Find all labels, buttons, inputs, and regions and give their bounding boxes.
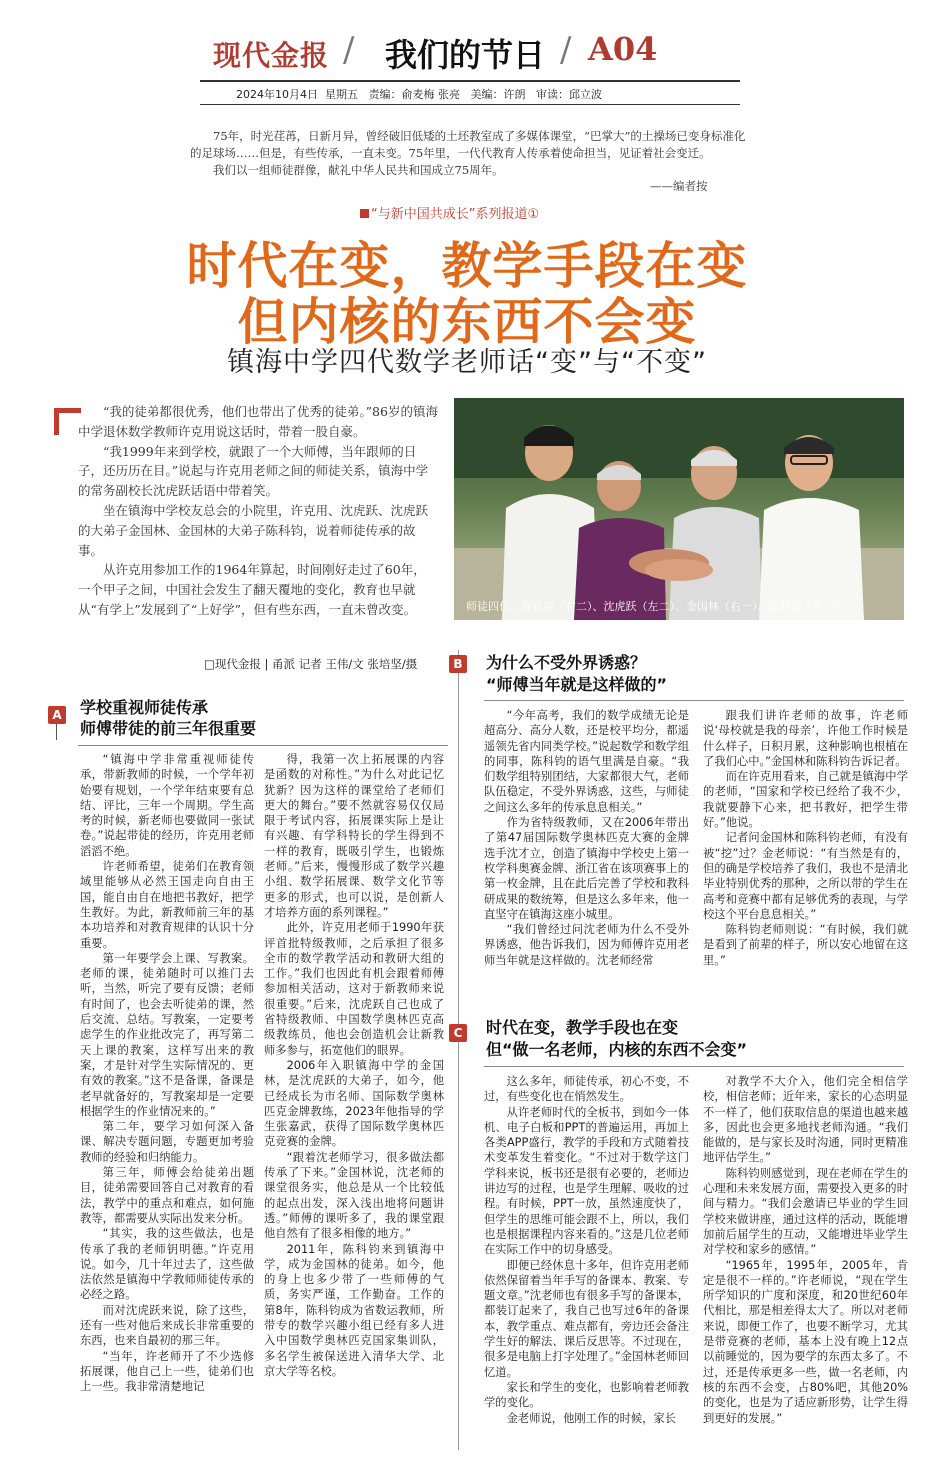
body-paragraph: “今年高考，我们的数学成绩无论是超高分、高分人数，还是校平均分，都遥遥领先省内同类学校。”说起数学和数学组的同事，陈科钧的语气里满是自豪。“我们数学组特别团结，大家都很大气，老师队伍稳定，不受外界诱惑，这些，与师徒之间这么多年的传承息息相关。” — [484, 709, 689, 814]
lead-text — [78, 402, 438, 620]
body-paragraph: 从许老师时代的全板书，到如今一体机、电子白板和PPT的普遍运用，再加上各类APP盛行，教学的手段和方式随着技术变革发生着变化。“不过对于数学这门学科来说，板书还是很有必要的，老师边讲边写的过程，也是学生理解、吸收的过程。有时候，PPT一放，虽然速度快了，但学生的思维可能会跟不上，所以，我们也是根据课程内容来看的。”这是几位老师在实际工作中的切身感受。 — [484, 1105, 689, 1257]
body-paragraph: “镇海中学非常重视师徒传承，带新教师的时候，一个学年初始要有规划，一个学年结束要有总结、评比，三年一个周期。学生高考的时候，新老师也要做同一张试卷。”说起带徒的经历，许克用老师滔滔不绝。 — [80, 753, 254, 858]
body-paragraph: 这么多年，师徒传承，初心不变，不过，有些变化也在悄然发生。 — [484, 1075, 689, 1104]
masthead-divider-2: / — [560, 30, 572, 70]
body-paragraph: 第二年，要学习如何深入备课、解决专题问题，专题更加考验教师的经验和归纳能力。 — [80, 1120, 254, 1164]
section-c-badge: C — [449, 1024, 467, 1042]
section-c-column-2 — [703, 1074, 908, 1426]
body-paragraph: 金老师说，他刚工作的时候，家长 — [506, 1411, 677, 1425]
group-photo — [454, 398, 904, 620]
body-paragraph: “跟着沈老师学习，很多做法都传承了下来。”金国林说，沈老师的课堂很务实，他总是从一个比较低的起点出发，深入浅出地将问题讲透。”师傅的课听多了，我的课堂跟他自然有了很多相像的地方。” — [264, 1150, 444, 1241]
section-b-badge: B — [449, 655, 467, 673]
series-tag — [360, 203, 539, 222]
editor-note-paragraph: 我们以一组师徒群像，献礼中华人民共和国成立75周年。 — [213, 163, 504, 177]
masthead-divider: / — [343, 30, 355, 70]
editor-note-paragraph: 75年，时光荏苒，日新月异，曾经破旧低矮的土坯教室成了多媒体课堂，“巴掌大”的土操场已变身标准化的足球场……但是，有些传承，一直未变。75年里，一代代教育人传承着使命担当，见证着社会变迁。 — [190, 129, 746, 160]
body-paragraph: 得，我第一次上拓展课的内容是函数的对称性。”为什么对此记忆犹新？因为这样的课堂给了老师们更大的舞台。”要不然就容易仅仅局限于考试内容，拓展课实际上是让有兴趣、有学科特长的学生得到不一样的教育，既吸引学生，也锻炼老师。”后来，慢慢形成了数学兴趣小组、数学拓展课、数学文化节等更多的形式，也可以说，是创新人才培养方面的系列课程。” — [264, 753, 444, 919]
section-b-column-2 — [703, 708, 908, 968]
body-paragraph: 家长和学生的变化，也影响着老师教学的变化。 — [484, 1380, 689, 1410]
headline-line-1: 时代在变，教学手段在变 — [186, 237, 748, 295]
body-paragraph: 陈科钧老师则说：“有时候，我们就是看到了前辈的样子，所以安心地留在这里。” — [703, 923, 908, 967]
section-c-title-1: 时代在变，教学手段也在变 — [486, 1018, 679, 1037]
body-paragraph: “1965年，1995年，2005年，肯定是很不一样的。”许老师说，“现在学生所学知识的广度和深度，和20世纪60年代相比，那是相差得太大了。所以对老师来说，即便工作了，也要不断学习，尤其是带竞赛的老师，基本上没有晚上12点以前睡觉的，因为要学的东西太多了。不过，还是传承更多一些，做一名老师，内核的东西不会变，占80%吧，其他20%的变化，也是为了适应新形势，让学生得到更好的发展。” — [703, 1258, 908, 1425]
body-paragraph: “我们曾经过问沈老师为什么不受外界诱惑，他告诉我们，因为师傅许克用老师当年就是这样做的。沈老师经常 — [484, 923, 689, 967]
byline: □现代金报 | 甬派 记者 王伟/文 张培坚/摄 — [204, 657, 418, 671]
square-icon — [360, 209, 369, 218]
body-paragraph: 跟我们讲许老师的故事，许老师说‘母校就是我的母亲’，许他工作时候是什么样子，日积月累，这种影响也根植在了我们心中。”金国林和陈科钧告诉记者。 — [703, 709, 908, 768]
lead-paragraph: 从许克用参加工作的1964年算起，时间刚好走过了60年，一个甲子之间，中国社会发生了翻天覆地的变化，教育也早就从“有学上”发展到了“上好学”，但有些东西，一直未曾改变。 — [78, 562, 426, 617]
body-paragraph: 2006年入职镇海中学的金国林，是沈虎跃的大弟子，如今，他已经成长为市名师、国际数学奥林匹克金牌教练，2023年他指导的学生张嘉武，获得了国际数学奥林匹克竞赛的金牌。 — [264, 1058, 444, 1149]
section-a-title-1: 学校重视师徒传承 — [80, 698, 209, 717]
page-number: A04 — [588, 30, 658, 68]
body-paragraph: 此外，许克用老师于1990年获评首批特级教师，之后承担了很多全市的数学教学活动和教研大组的工作。”我们也因此有机会跟着师傅参加相关活动，这对于新教师来说很重要。”后来，沈虎跃自己也成了省特级教师、中国数学奥林匹克高级教练员，他也会创造机会让新教师多参与，拓宽他们的眼界。 — [264, 921, 444, 1057]
section-a-badge-line — [56, 724, 57, 740]
body-paragraph: 而对沈虎跃来说，除了这些，还有一些对他后来成长非常重要的东西，也来自最初的那三年。 — [80, 1303, 254, 1348]
section-c-column-1 — [484, 1074, 689, 1426]
section-a-badge: A — [48, 706, 66, 724]
lead-paragraph: 坐在镇海中学校友总会的小院里，许克用、沈虎跃、沈虎跃的大弟子金国林、金国林的大弟子陈科钧，说着师徒传承的故事。 — [78, 502, 429, 558]
editor-note — [190, 128, 750, 179]
section-b-title-2: “师傅当年就是这样做的” — [486, 675, 668, 694]
section-a-rule — [78, 745, 448, 746]
lead-paragraph: “我的徒弟都很优秀，他们也带出了优秀的徒弟。”86岁的镇海中学退休数学教师许克用说这话时，带着一股自豪。 — [78, 404, 438, 439]
body-paragraph: 而在许克用看来，自己就是镇海中学的老师，“国家和学校已经给了我不少，我就要静下心来，把书教好，把学生带好。”他说。 — [703, 770, 908, 830]
section-b-rule — [484, 700, 904, 701]
editor-note-sign: ——编者按 — [650, 179, 708, 193]
subheadline: 镇海中学四代数学老师话“变”与“不变” — [227, 347, 707, 378]
section-a-column-1 — [80, 752, 254, 1394]
section-b-title-1: 为什么不受外界诱惑？ — [486, 653, 647, 672]
section-a-column-2 — [264, 752, 444, 1379]
body-paragraph: 记者问金国林和陈科钧老师，有没有被“挖”过？金老师说：“有当然是有的，但的确是学校培养了我们，我也不是清北毕业特别优秀的那种，之所以带的学生在高考和竞赛中都有足够优秀的表现，与学校这个平台息息相关。” — [703, 831, 908, 921]
masthead-rule — [200, 80, 740, 82]
group-photo-illustration — [454, 398, 904, 620]
section-c-rule — [484, 1066, 904, 1067]
body-paragraph: 2011年，陈科钧来到镇海中学，成为金国林的徒弟。如今，他的身上也多少带了一些师傅的气质，务实严谨，工作勤奋。工作的第8年，陈科钧成为省数运教师，所带专的数学兴趣小组已经有多人进入中国数学奥林匹克国家集训队，多名学生被保送进入清华大学、北京大学等名校。 — [264, 1242, 444, 1378]
section-c-title-2: 但“做一名老师，内核的东西不会变” — [486, 1040, 748, 1059]
body-paragraph: 陈科钧则感觉到，现在老师在学生的心理和未来发展方面，需要投入更多的时间与精力。“我们会邀请已毕业的学生回学校来做讲座，通过这样的活动，既能增加前后届学生的互动，又能增进毕业学生对学校和家乡的感情。” — [703, 1166, 908, 1257]
section-b-column-1 — [484, 708, 689, 968]
body-paragraph: 作为省特级教师，又在2006年带出了第47届国际数学奥林匹克大赛的金牌选手沈才立，创造了镇海中学校史上第一枚学科奥赛金牌、浙江省在该项赛事上的第一枚金牌，且在此后完善了学校和教科研成果的数统筹，但是这么多年来，他一直坚守在镇海这座小城里。 — [484, 816, 689, 921]
body-paragraph: 许老师希望，徒弟们在教育领域里能够从必然王国走向自由王国，能自由自在地把书教好，把学生教好。为此，新教师前三年的基本功培养和对教育规律的认识十分重要。 — [80, 860, 254, 950]
body-paragraph: 第三年，师傅会给徒弟出题目，徒弟需要回答自己对教育的看法，教学中的重点和难点，如何施教等，都需要从实际出发来分析。 — [80, 1166, 254, 1225]
body-paragraph: “当年，许老师开了不少选修拓展课，他自己上一些，徒弟们也上一些。我非常清楚地记 — [80, 1349, 254, 1394]
section-a-title-2: 师傅带徒的前三年很重要 — [80, 719, 257, 738]
section-title: 我们的节日 — [385, 36, 546, 74]
paper-name: 现代金报 — [213, 39, 330, 72]
headline-line-2: 但内核的东西不会变 — [237, 293, 697, 351]
body-paragraph: “其实，我的这些做法，也是传承了我的老师钥明德。”许克用说。如今，几十年过去了，这些做法依然是镇海中学教师师徒传承的必经之路。 — [80, 1227, 254, 1302]
photo-caption: 师徒四代，许克用（右二）、沈虎跃（左二）、金国林（右一）、陈科钧（左一）。 — [466, 600, 851, 613]
body-paragraph: 对教学不大介入，他们完全相信学校，相信老师；近年来，家长的心态明显不一样了，他们获取信息的渠道也越来越多，因此也会更多地找老师沟通。“我们能做的，是与家长及时沟通，同时更精准地评估学生。” — [703, 1075, 908, 1165]
series-tag-text: “与新中国共成长”系列报道① — [371, 207, 540, 222]
body-paragraph: 即便已经休息十多年，但许克用老师依然保留着当年手写的备课本、教案、专题文章。”沈老师也有很多手写的备课本，都装订起来了，我自己也写过6年的备课本，教学重点、难点都有，旁边还会备注学生好的解法、课后反思等。不过现在，很多是电脑上打字处理了。”金国林老师回忆道。 — [484, 1258, 689, 1379]
dateline: 2024年10月4日 星期五 责编：俞麦梅 张亮 美编：许朗 审读：邱立波 — [236, 88, 602, 101]
column-divider — [458, 650, 459, 1450]
quote-corner-mark — [54, 408, 81, 435]
person-second — [574, 461, 666, 620]
lead-paragraph: “我1999年来到学校，就跟了一个大师傅，当年跟师的日子，还历历在目。”说起与许克用老师之间的师徒关系，镇海中学的常务副校长沈虎跃话语中带着笑。 — [78, 443, 429, 499]
body-paragraph: 第一年要学会上课、写教案。老师的课，徒弟随时可以推门去听，当然，听完了要有反馈；老师有时间了，也会去听徒弟的课，然后交流、总结。写教案，一定要考虑学生的作业批改完了，再写第二天上课的教案，这样写出来的教案，才是针对学生实际情况的、更有效的教案。”这不是备课，备课是老早就备好的，写教案却是一定要根据学生的作业情况来的。” — [80, 951, 254, 1118]
dateline-rule — [200, 104, 740, 105]
